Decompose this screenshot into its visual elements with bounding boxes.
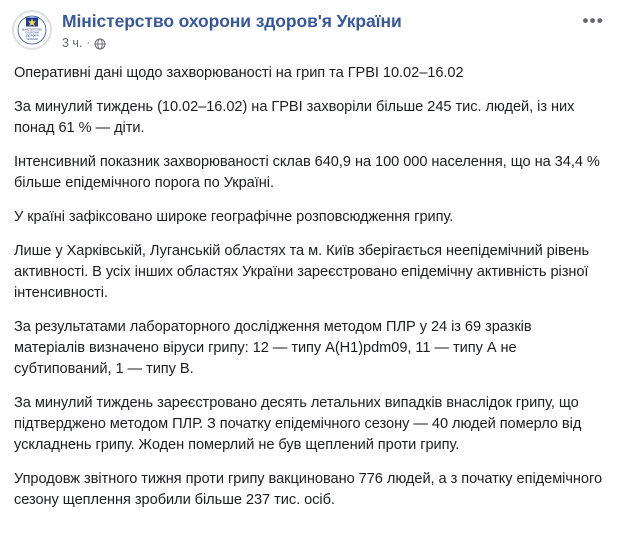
post-meta: [62, 36, 402, 51]
post-paragraph-1: Оперативні дані щодо захворюваності на грип та ГРВІ 10.02–16.02: [14, 65, 464, 81]
post-paragraph-6: За результатами лабораторного дослідження методом ПЛР у 24 із 69 зразків матеріалів визначено віруси грипу: 12 — типу A(H1)pdm09, 11 — типу А не субтипований, 1 — типу В.: [14, 319, 532, 377]
post-paragraph-8: Упродовж звітного тижня проти грипу вакциновано 776 людей, а з початку епідемічного сезону щеплення зробили більше 237 тис. осіб.: [14, 471, 603, 508]
meta-separator: ·: [86, 37, 91, 49]
svg-text:УКРАЇНИ: УКРАЇНИ: [26, 37, 38, 41]
post-paragraph-7: За минулий тиждень зареєстровано десять летальних випадків внаслідок грипу, що підтверджено методом ПЛР. З початку епідемічного сезону — 40 людей померло від ускладнень грипу. Жоден померлий не був щеплений проти грипу.: [14, 395, 582, 453]
post-paragraph-5: Лише у Харківській, Луганській областях та м. Київ зберігається неепідемічний рівень активності. В усіх інших областях України зареєстровано епідемічну активність різної інтенсивності.: [14, 243, 590, 301]
post-header: [0, 0, 618, 55]
ministry-emblem-icon: [13, 11, 51, 49]
avatar[interactable]: [12, 10, 52, 50]
post-paragraph-2: За минулий тиждень (10.02–16.02) на ГРВІ захворіли більше 245 тис. людей, із них понад 61 % — діти.: [14, 99, 575, 136]
post-paragraph-4: У країні зафіксовано широке географічне розповсюдження грипу.: [14, 209, 454, 225]
svg-text:ОХОРОНИ: ОХОРОНИ: [25, 31, 39, 35]
globe-icon[interactable]: [94, 38, 106, 50]
svg-text:МІНІСТЕРСТВО: МІНІСТЕРСТВО: [21, 28, 43, 32]
svg-text:ЗДОРОВ'Я: ЗДОРОВ'Я: [25, 34, 39, 38]
post-menu-button[interactable]: •••: [582, 11, 604, 30]
post-paragraph-3: Інтенсивний показник захворюваності склав 640,9 на 100 000 населення, що на 34,4 % більше епідемічного порога по Україні.: [14, 154, 600, 191]
post-timestamp[interactable]: 3 ч.: [62, 36, 83, 50]
page-name-link[interactable]: Міністерство охорони здоров'я України: [62, 11, 402, 31]
header-text: [62, 10, 402, 51]
post-body: [0, 55, 618, 511]
